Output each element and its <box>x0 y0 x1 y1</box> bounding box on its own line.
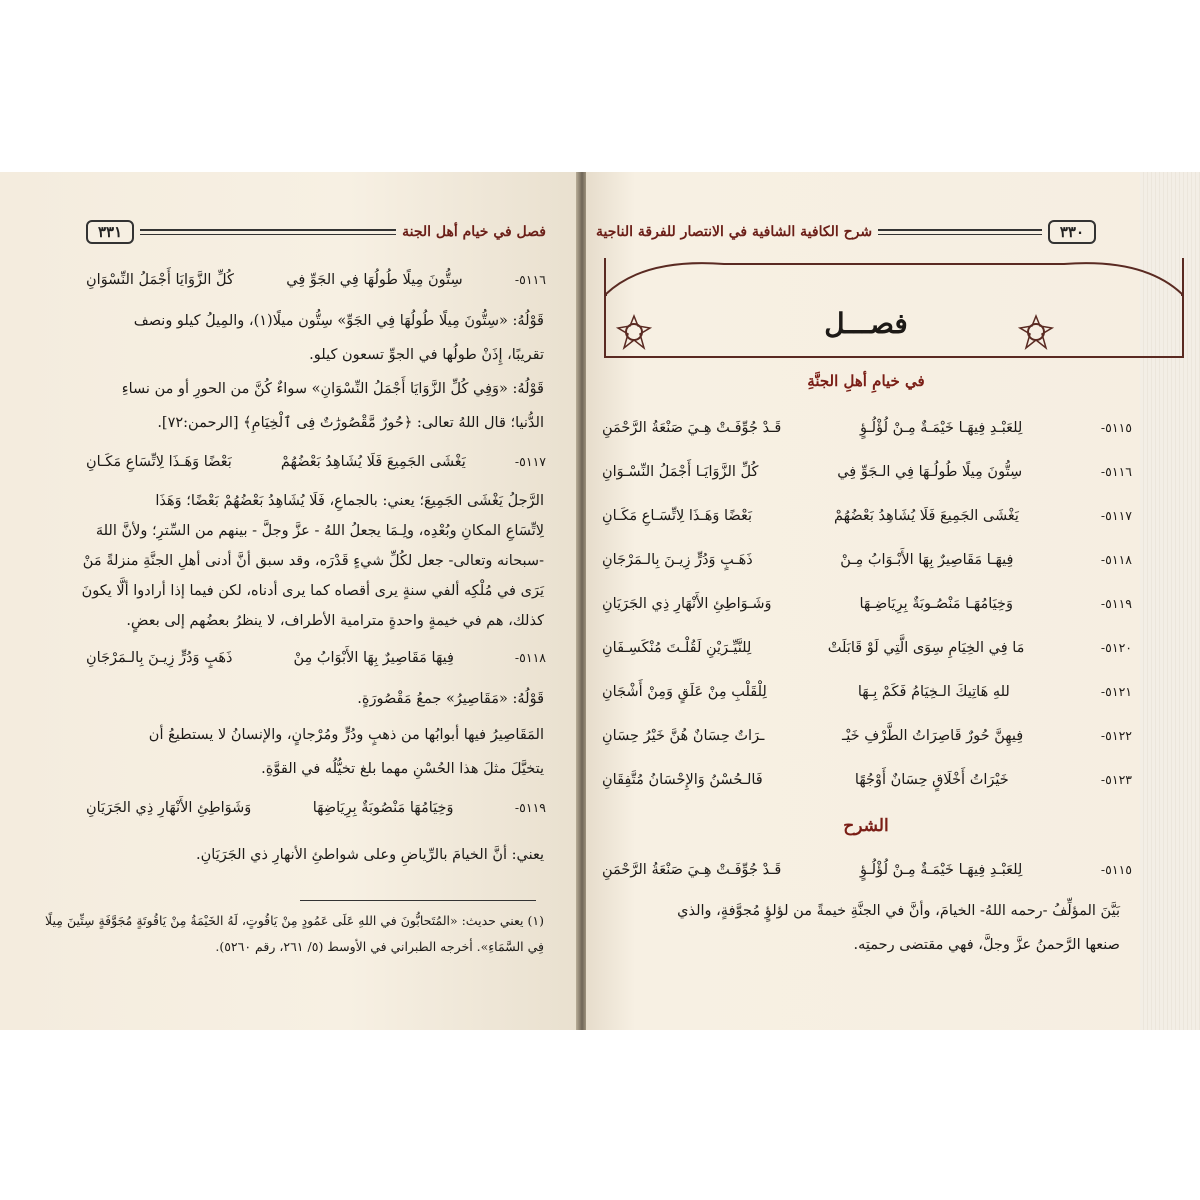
left-page <box>0 172 578 1030</box>
paragraph-line: يتخيَّلَ مثلَ هذا الحُسْنِ مهما بلغ تخيُّلُه في القوَّةِ. <box>261 761 544 777</box>
paragraph-line: المَقَاصِيرُ فيها أبوابُها من ذهبٍ ودُرٍّ ومُرْجانٍ، والإنسانُ لا يستطيعُ أن <box>148 727 544 743</box>
verse-second-half: وَشَوَاطِئِ الأَنْهَارِ ذِي الجَرَيَانِ <box>86 800 252 816</box>
paragraph-line: الرَّجلُ يَغْشَى الجَمِيعَ؛ يعني: بالجماعِ، فَلَا يُشَاهِدُ بَعْضُهُمْ بَعْضًا؛ وَهَذَا <box>155 493 544 509</box>
chapter-subtitle: في خيامِ أهلِ الجنَّةِ <box>807 372 925 390</box>
left-running-title: فصل في خيام أهل الجنة <box>402 224 546 240</box>
chapter-title: فصـــل <box>824 307 908 340</box>
footnote-separator <box>300 900 536 901</box>
verse-first-half: فِيهِنَّ حُورٌ قَاصِرَاتُ الطَّرْفِ خَيْـ <box>842 728 1024 744</box>
verse-first-half: لِلعَبْـدِ فِيهَـا خَيْمَـةٌ مِـنْ لُؤْلُـؤٍ <box>859 862 1023 878</box>
verse-number: ٥١٢٢- <box>1100 728 1132 743</box>
verse-number: ٥١١٩- <box>1100 596 1132 611</box>
paragraph-line: يَرَى في مُلْكِه ألفي سنةٍ يرى أقصاه كما يرى أدناه، لكن فيما إذا أرادوا ألَّا يكونَ <box>81 583 544 599</box>
verse-second-half: لِلنَّيِّـرَيْنِ لَقُلْـتَ مُنْكَسِـفَانِ <box>602 640 752 656</box>
right-running-title: شرح الكافية الشافية في الانتصار للفرقة الناجية <box>596 224 873 240</box>
paragraph-line: الدُّنيا؛ قال اللهُ تعالى: ﴿حُورٌ مَّقْصُورَٰتٌ فِى ٱلْخِيَامِ﴾ [الرحمن:٧٢]. <box>157 415 544 431</box>
verse-number: ٥١١٥- <box>1100 862 1132 877</box>
verse-row <box>602 508 1132 524</box>
verse-5119 <box>86 800 546 816</box>
verse-number: ٥١٢٠- <box>1100 640 1132 655</box>
paragraph-line: بَيَّنَ المؤلِّفُ -رحمه اللهُ- الخيامَ، وأنَّ في الجنَّةِ خيمةً من لؤلؤٍ مُجوَّفةٍ، والذي <box>677 903 1120 919</box>
verse-number: ٥١١٦- <box>1100 464 1132 479</box>
paragraph-line: كذلك، هم في خيمةٍ واحدةٍ مترامية الأطراف، لا ينظرُ بعضُهم إلى بعضٍ. <box>126 613 544 629</box>
verse-number: ٥١١٨- <box>1100 552 1132 567</box>
verse-first-half: للهِ هَاتِيكَ الـخِيَامُ فَكَمْ بِـهَا <box>857 684 1010 700</box>
header-rule <box>878 229 1042 235</box>
paragraph-line: -سبحانه وتعالى- جعل لكُلِّ شيءٍ قَدْرَه، وقد سبق أنَّ أدنى أهلِ الجنَّةِ منزلةً مَنْ <box>82 553 544 569</box>
right-page <box>586 172 1200 1030</box>
verse-first-half: سِتُّونَ مِيلًا طُولُـهَا فِي الـجَوِّ فِي <box>837 464 1023 480</box>
verse-first-half: يَغْشَى الجَمِيعَ فَلَا يُشَاهِدُ بَعْضُهُمْ <box>834 508 1019 524</box>
verse-first-half: سِتُّونَ مِيلًا طُولُهَا فِي الجَوِّ فِي <box>286 272 463 288</box>
paragraph-line: قَوْلُهُ: «سِتُّونَ مِيلًا طُولُهَا فِي الجَوِّ» سِتُّون ميلًا(١)، والمِيلُ كيلو ونصف <box>133 313 544 329</box>
verse-row <box>602 640 1132 656</box>
verse-row <box>602 552 1132 568</box>
paragraph-line: تقريبًا، إِذَنْ طولُها في الجوِّ تسعون كيلو. <box>309 347 544 363</box>
paragraph-line: قَوْلُهُ: «وَفِي كُلِّ الزَّوَايَا أَجْمَلُ النِّسْوَانِ» سواءٌ كُنَّ من الحورِ أو من نساءِ <box>121 381 544 397</box>
verse-second-half: ـرَاتٌ حِسَانٌ هُنَّ خَيْرُ حِسَانِ <box>602 728 765 744</box>
verse-5118 <box>86 650 546 666</box>
verse-row <box>602 684 1132 700</box>
verse-second-half: وَشَـوَاطِئِ الأَنْهَارِ ذِي الجَرَيَانِ <box>602 596 772 612</box>
open-book <box>0 172 1200 1030</box>
right-page-number: ٣٣٠ <box>1048 220 1096 244</box>
verse-number: ٥١١٧- <box>514 454 546 469</box>
footnote-line: فِي السَّمَاءِ». أخرجه الطبراني في الأوسط (٥/ ٢٦١، رقم ٥٢٦٠). <box>215 939 544 954</box>
verse-second-half: قَـدْ جُوِّفَـتْ هِـيَ صَنْعَةُ الرَّحْمَنِ <box>602 420 782 436</box>
verse-number: ٥١٢١- <box>1100 684 1132 699</box>
verse-first-half: مَا فِي الخِيَامِ سِوَى الَّتِي لَوْ قَابَلَتْ <box>827 640 1025 656</box>
verse-number: ٥١١٧- <box>1100 508 1132 523</box>
verse-number: ٥١١٥- <box>1100 420 1132 435</box>
left-page-number: ٣٣١ <box>86 220 134 244</box>
verse-number: ٥١٢٣- <box>1100 772 1132 787</box>
right-running-head <box>596 212 1096 252</box>
paragraph-line: قَوْلُهُ: «مَقَاصِيرُ» جمعُ مَقْصُورَةٍ. <box>357 691 544 707</box>
verse-row <box>602 772 1132 788</box>
verse-row <box>602 420 1132 436</box>
paragraph-line: لِاتِّسَاعِ المكانِ وبُعْدِه، ولِـمَا يجعلُ اللهُ - عزَّ وجلَّ - بينهم من السِّترِ؛ ولأنَّ اللهَ <box>95 523 544 539</box>
verse-second-half: بَعْضًا وَهَـذَا لِاتِّسَـاعِ مَكَـانِ <box>602 508 753 524</box>
verse-row <box>602 596 1132 612</box>
verse-second-half: كُلِّ الزَّوَايَـا أَجْمَلُ النِّسْـوَانِ <box>602 464 759 480</box>
verse-first-half: فِيهَـا مَقَاصِيرٌ بِهَا الأَبْـوَابُ مِـنْ <box>840 552 1014 568</box>
section-heading: الشرح <box>843 816 889 836</box>
left-running-head <box>86 212 546 252</box>
verse-first-half: خَيْرَاتُ أَخْلَاقٍ حِسَانٌ أَوْجُهًا <box>854 772 1009 788</box>
footnote-line: (١) يعني حديث: «المُتَحابُّونَ في اللهِ عَلَى عَمُودٍ مِنْ يَاقُوتٍ، لَهُ الخَيْمَةُ مِنْ يَاقُوتَةٍ مُجَوَّفَةٍ سِتِّينَ مِيلًا <box>45 913 544 928</box>
verse-number: ٥١١٦- <box>514 272 546 287</box>
verse-second-half: قَـدْ جُوِّفَـتْ هِـيَ صَنْعَةُ الرَّحْمَنِ <box>602 862 782 878</box>
paragraph-line: صنعها الرَّحمنُ عزَّ وجلَّ، فهي مقتضى رحمتِه. <box>853 937 1120 953</box>
verse-row <box>602 728 1132 744</box>
verse-first-half: لِلعَبْـدِ فِيهَـا خَيْمَـةٌ مِـنْ لُؤْلُـؤٍ <box>859 420 1023 436</box>
verse-number: ٥١١٨- <box>514 650 546 665</box>
verse-first-half: يَغْشَى الجَمِيعَ فَلَا يُشَاهِدُ بَعْضُهُمْ <box>280 454 466 470</box>
paragraph-line: يعني: أنَّ الخيامَ بالرِّياضِ وعلى شواطئِ الأنهارِ ذي الجَرَيَانِ. <box>196 847 544 863</box>
verse-second-half: بَعْضًا وَهَـذَا لِاتِّسَاعِ مَكَـانِ <box>86 454 232 470</box>
verse-5116 <box>86 272 546 288</box>
verse-5115-repeat <box>602 862 1132 878</box>
verse-row <box>602 464 1132 480</box>
verse-second-half: ذَهَبٍ وَدُرٍّ زِيـنَ بِالـمَرْجَانِ <box>86 650 233 666</box>
verse-5117 <box>86 454 546 470</box>
verse-first-half: فِيهَا مَقَاصِيرٌ بِهَا الأَبْوَابُ مِنْ <box>293 650 454 666</box>
verse-second-half: لِلْقَلْبِ مِنْ عَلَقٍ وَمِنْ أَشْجَانِ <box>602 684 767 700</box>
verse-second-half: كُلِّ الزَّوَايَا أَجْمَلُ النِّسْوَانِ <box>86 272 234 288</box>
header-rule <box>140 229 396 235</box>
verse-second-half: فَالـحُسْنُ وَالإِحْسَانُ مُتَّفِقَانِ <box>602 772 763 788</box>
verse-first-half: وَخِيَامُهَا مَنْصُوبَةٌ بِرِيَاضِهَا <box>312 800 454 816</box>
verse-second-half: ذَهَـبٍ وَدُرٍّ زِيـنَ بِالـمَرْجَانِ <box>602 552 753 568</box>
verse-first-half: وَخِيَامُهَـا مَنْصُـوبَةٌ بِرِيَاضِـهَا <box>859 596 1013 612</box>
verse-number: ٥١١٩- <box>514 800 546 815</box>
